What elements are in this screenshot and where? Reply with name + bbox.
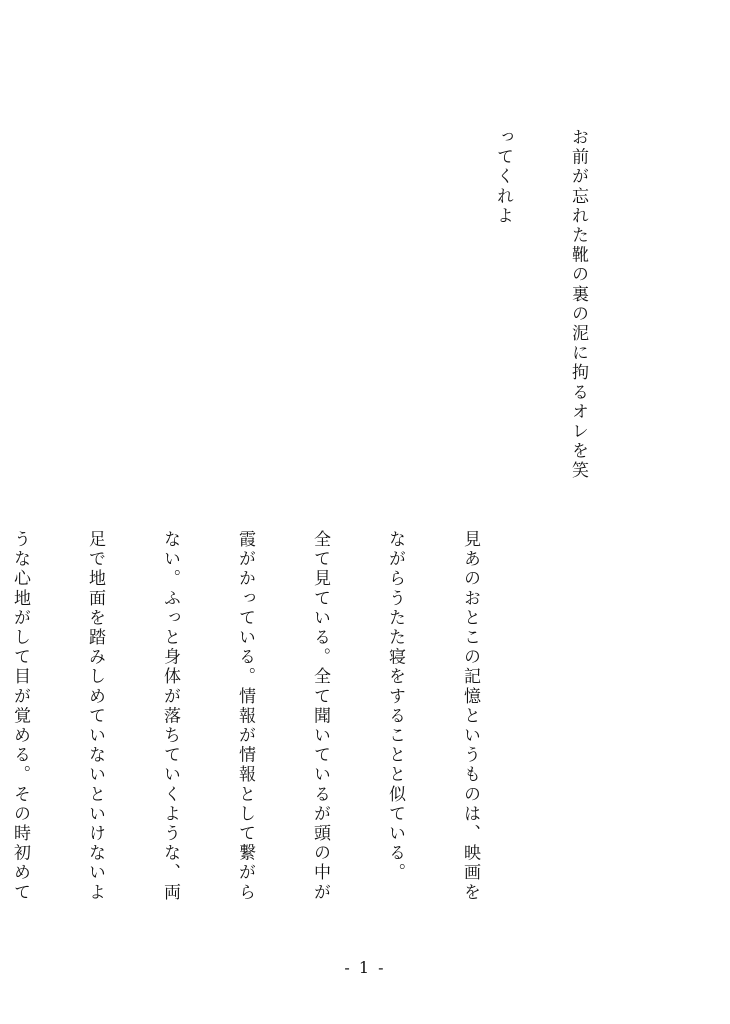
body-line: 全て見ている。全て聞いているが頭の中が: [310, 530, 330, 903]
body-line: うな心地がして目が覚める。その時初めて: [10, 530, 30, 903]
body-line: 霞がかっている。情報が情報として繋がら: [235, 530, 255, 903]
epigraph: [465, 128, 640, 528]
body-text: [0, 530, 532, 950]
body-line: ながらうたた寝をすることと似ている。: [385, 530, 405, 883]
epigraph-line: ってくれよ: [493, 128, 513, 226]
epigraph-line: お前が忘れた靴の裏の泥に拘るオレを笑: [568, 128, 588, 481]
body-line: ない。ふっと身体が落ちていくような、両: [160, 530, 180, 903]
page-number: - 1 -: [344, 958, 386, 977]
body-line: 見あのおとこの記憶というものは、映画を: [460, 530, 480, 903]
body-line: 足で地面を踏みしめていないといけないよ: [85, 530, 105, 903]
